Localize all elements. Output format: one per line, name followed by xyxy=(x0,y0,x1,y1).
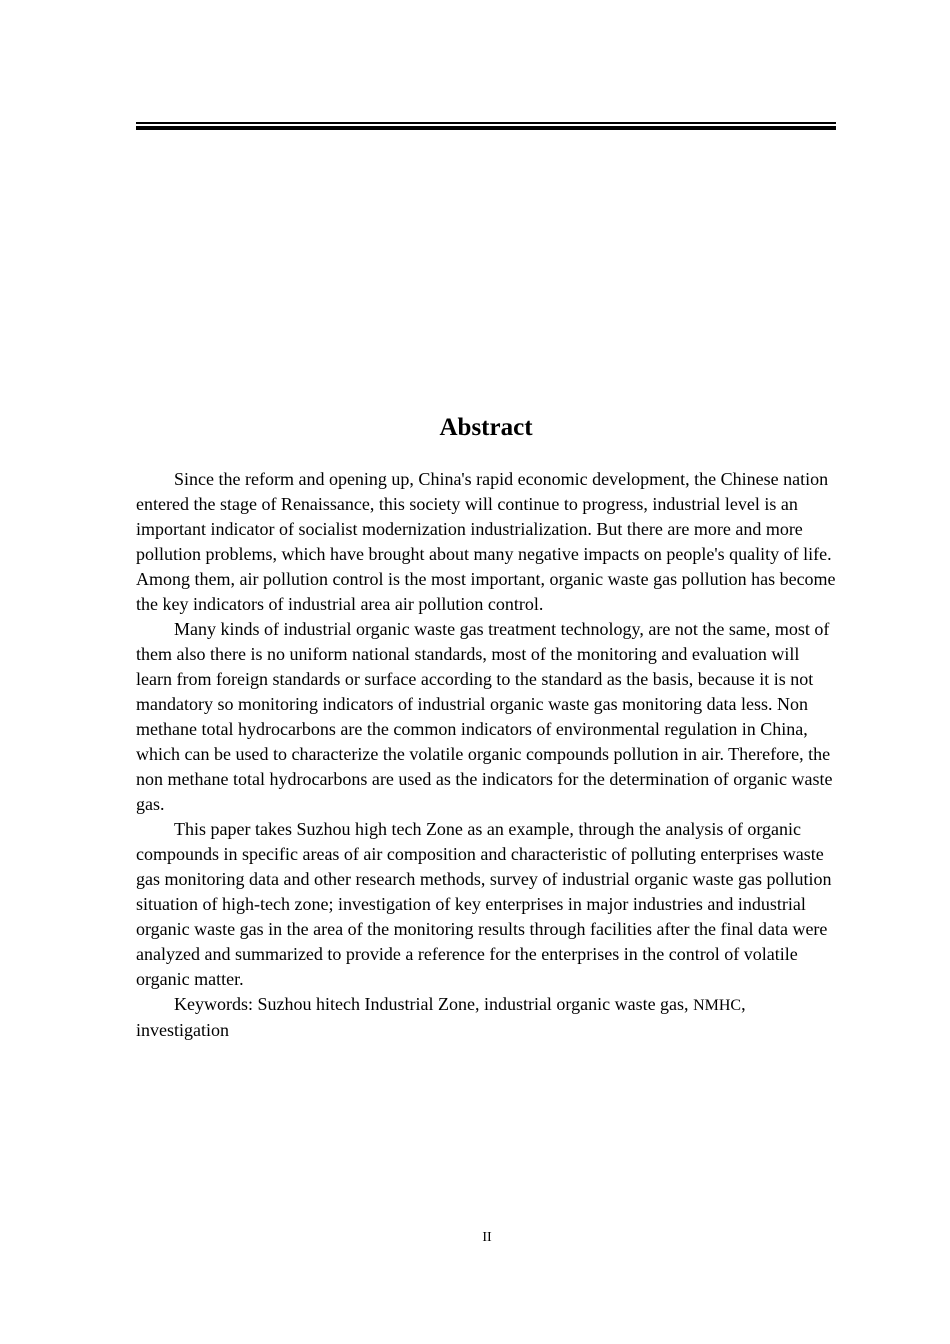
header-rule-thick-line xyxy=(136,126,836,130)
abstract-paragraph-1: Since the reform and opening up, China's rapid economic development, the Chinese nation entered the stage of Renaissance, this society will continue to progress, industrial level is an important indicator of socialist modernization industrialization. But there are more and more pollution problems, which have brought about many negative impacts on people's quality of life. Among them, air pollution control is the most important, organic waste gas pollution has become the key indicators of industrial area air pollution control. xyxy=(136,469,836,614)
abstract-paragraph-3: This paper takes Suzhou high tech Zone as an example, through the analysis of organic compounds in specific areas of air composition and characteristic of polluting enterprises waste gas monitoring data and other research methods, survey of industrial organic waste gas pollution situation of high-tech zone; investigation of key enterprises in major industries and industrial organic waste gas in the area of the monitoring results through facilities after the final data were analyzed and summarized to provide a reference for the enterprises in the control of volatile organic matter. xyxy=(136,819,832,989)
abstract-paragraph-2: Many kinds of industrial organic waste gas treatment technology, are not the same, most of them also there is no uniform national standards, most of the monitoring and evaluation will learn from foreign standards or surface according to the standard as the basis, because it is not mandatory so monitoring indicators of industrial organic waste gas monitoring data less. Non methane total hydrocarbons are the common indicators of environmental regulation in China, which can be used to characterize the volatile organic compounds pollution in air. Therefore, the non methane total hydrocarbons are used as the indicators for the determination of organic waste gas. xyxy=(136,619,833,814)
header-rule-thin-line xyxy=(136,122,836,124)
page-number: II xyxy=(482,1230,492,1245)
keywords-prefix: Keywords: Suzhou hitech Industrial Zone, industrial organic waste gas, xyxy=(174,994,694,1014)
keywords-suffix: , investigation xyxy=(136,994,746,1040)
abstract-title: Abstract xyxy=(439,414,533,441)
abstract-body xyxy=(136,467,836,1043)
keywords-line xyxy=(136,992,836,1043)
keyword-nmhc: NMHC xyxy=(693,997,742,1014)
header-rule xyxy=(136,122,836,130)
